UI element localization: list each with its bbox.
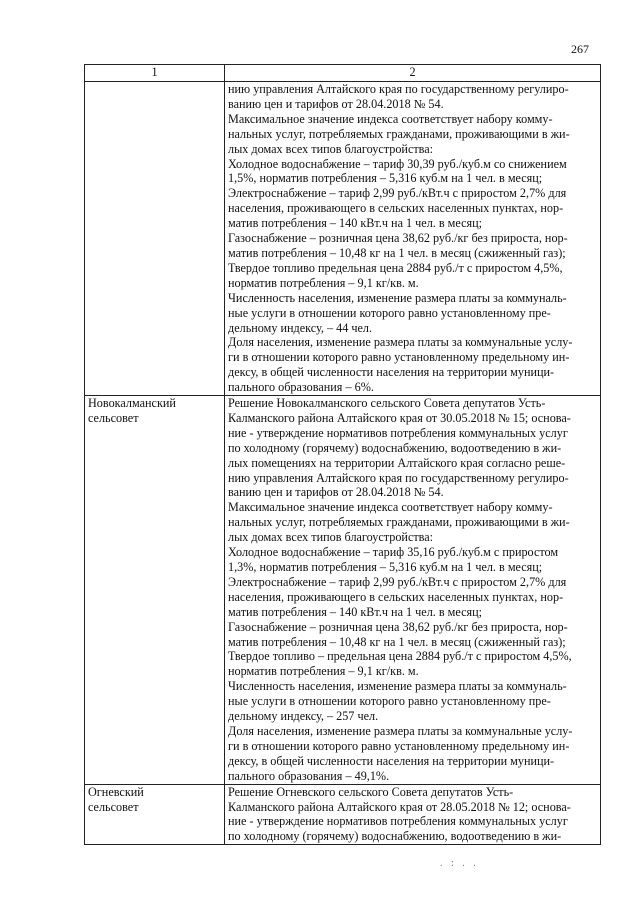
- text-line: Электроснабжение – тариф 2,99 руб./кВт.ч с приростом 2,7% для: [228, 574, 567, 589]
- text-line: Доля населения, изменение размера платы за коммунальные услу-: [228, 723, 573, 738]
- settlement-name-cell: [85, 784, 225, 845]
- description-cell: [225, 396, 601, 785]
- description-cell: [225, 784, 601, 845]
- text-line: Твердое топливо – предельная цена 2884 руб./т с приростом 4,5%,: [228, 649, 572, 664]
- text-line: Твердое топливо предельная цена 2884 руб./т с приростом 4,5%,: [228, 260, 563, 275]
- settlement-name-line: сельсовет: [88, 410, 139, 425]
- text-line: Решение Огневского сельского Совета депутатов Усть-: [228, 784, 514, 799]
- text-line: нию управления Алтайского края по государственному регулиро-: [228, 470, 569, 485]
- text-line: лых домах всех типов благоустройства:: [228, 530, 434, 545]
- scan-artifact: . : . .: [440, 858, 479, 869]
- text-line: нальных услуг, потребляемых гражданами, проживающими в жи-: [228, 126, 570, 141]
- text-line: дексу, в общей численности населения на территории муници-: [228, 753, 555, 768]
- text-line: матив потребления – 140 кВт.ч на 1 чел. в месяц;: [228, 216, 483, 231]
- text-line: населения, проживающего в сельских населенных пунктах, нор-: [228, 201, 564, 216]
- text-line: матив потребления – 10,48 кг на 1 чел. в месяц (сжиженный газ);: [228, 245, 566, 260]
- text-line: Доля населения, изменение размера платы за коммунальные услу-: [228, 335, 573, 350]
- text-line: ние - утверждение нормативов потребления коммунальных услуг: [228, 425, 568, 440]
- text-line: Электроснабжение – тариф 2,99 руб./кВт.ч с приростом 2,7% для: [228, 186, 567, 201]
- text-line: матив потребления – 140 кВт.ч на 1 чел. в месяц;: [228, 604, 483, 619]
- text-line: Решение Новокалманского сельского Совета депутатов Усть-: [228, 396, 546, 411]
- text-line: Калманского района Алтайского края от 28.05.2018 № 12; основа-: [228, 799, 571, 814]
- text-line: пального образования – 6%.: [228, 380, 374, 395]
- settlement-name-cell: [85, 396, 225, 785]
- text-line: дельному индексу, – 257 чел.: [228, 709, 379, 724]
- text-line: ные услуги в отношении которого равно установленному пре-: [228, 694, 551, 709]
- table-body: [85, 82, 601, 845]
- text-line: ние - утверждение нормативов потребления коммунальных услуг: [228, 814, 568, 829]
- text-line: ги в отношении которого равно установленному предельному ин-: [228, 738, 570, 753]
- text-line: норматив потребления – 9,1 кг/кв. м.: [228, 664, 419, 679]
- settlement-name-line: Новокалманский: [88, 396, 176, 411]
- settlement-name-line: Огневский: [88, 784, 144, 799]
- table-row: [85, 784, 601, 845]
- text-line: пального образования – 49,1%.: [228, 768, 390, 783]
- text-line: норматив потребления – 9,1 кг/кв. м.: [228, 275, 419, 290]
- data-table: [84, 64, 601, 845]
- text-line: ванию цен и тарифов от 28.04.2018 № 54.: [228, 96, 444, 111]
- settlement-name-line: сельсовет: [88, 799, 139, 814]
- text-line: нию управления Алтайского края по государственному регулиро-: [228, 82, 569, 96]
- text-line: нальных услуг, потребляемых гражданами, проживающими в жи-: [228, 515, 570, 530]
- text-line: Численность населения, изменение размера платы за коммуналь-: [228, 679, 567, 694]
- page-number: 267: [571, 42, 589, 56]
- text-line: Холодное водоснабжение – тариф 30,39 руб./куб.м со снижением: [228, 156, 567, 171]
- settlement-name-cell: [85, 82, 225, 396]
- text-line: Максимальное значение индекса соответствует набору комму-: [228, 111, 553, 126]
- text-line: Холодное водоснабжение – тариф 35,16 руб./куб.м с приростом: [228, 545, 559, 560]
- text-line: Максимальное значение индекса соответствует набору комму-: [228, 500, 553, 515]
- text-line: Газоснабжение – розничная цена 38,62 руб./кг без прироста, нор-: [228, 619, 568, 634]
- text-line: лых помещениях на территории Алтайского края согласно реше-: [228, 455, 566, 470]
- text-line: по холодному (горячему) водоснабжению, водоотведению в жи-: [228, 440, 562, 455]
- text-line: дексу, в общей численности населения на территории муници-: [228, 365, 555, 380]
- column-header-2: 2: [225, 65, 601, 82]
- text-line: ванию цен и тарифов от 28.04.2018 № 54.: [228, 485, 444, 500]
- text-line: Калманского района Алтайского края от 30.05.2018 № 15; основа-: [228, 410, 571, 425]
- text-line: матив потребления – 10,48 кг на 1 чел. в месяц (сжиженный газ);: [228, 634, 566, 649]
- text-line: населения, проживающего в сельских населенных пунктах, нор-: [228, 589, 564, 604]
- description-cell: [225, 82, 601, 396]
- text-line: Газоснабжение – розничная цена 38,62 руб./кг без прироста, нор-: [228, 231, 568, 246]
- table-header-row: [85, 65, 601, 82]
- text-line: по холодному (горячему) водоснабжению, водоотведению в жи-: [228, 829, 562, 844]
- text-line: 1,5%, норматив потребления – 5,316 куб.м на 1 чел. в месяц;: [228, 171, 543, 186]
- text-line: 1,3%, норматив потребления – 5,316 куб.м на 1 чел. в месяц;: [228, 560, 543, 574]
- text-line: лых домах всех типов благоустройства:: [228, 141, 434, 156]
- text-line: дельному индексу, – 44 чел.: [228, 320, 373, 335]
- column-header-1: 1: [85, 65, 225, 82]
- text-line: ги в отношении которого равно установленному предельному ин-: [228, 350, 570, 365]
- table-row: [85, 82, 601, 396]
- text-line: Численность населения, изменение размера платы за коммуналь-: [228, 290, 567, 305]
- text-line: ные услуги в отношении которого равно установленному пре-: [228, 305, 551, 320]
- table-row: [85, 396, 601, 785]
